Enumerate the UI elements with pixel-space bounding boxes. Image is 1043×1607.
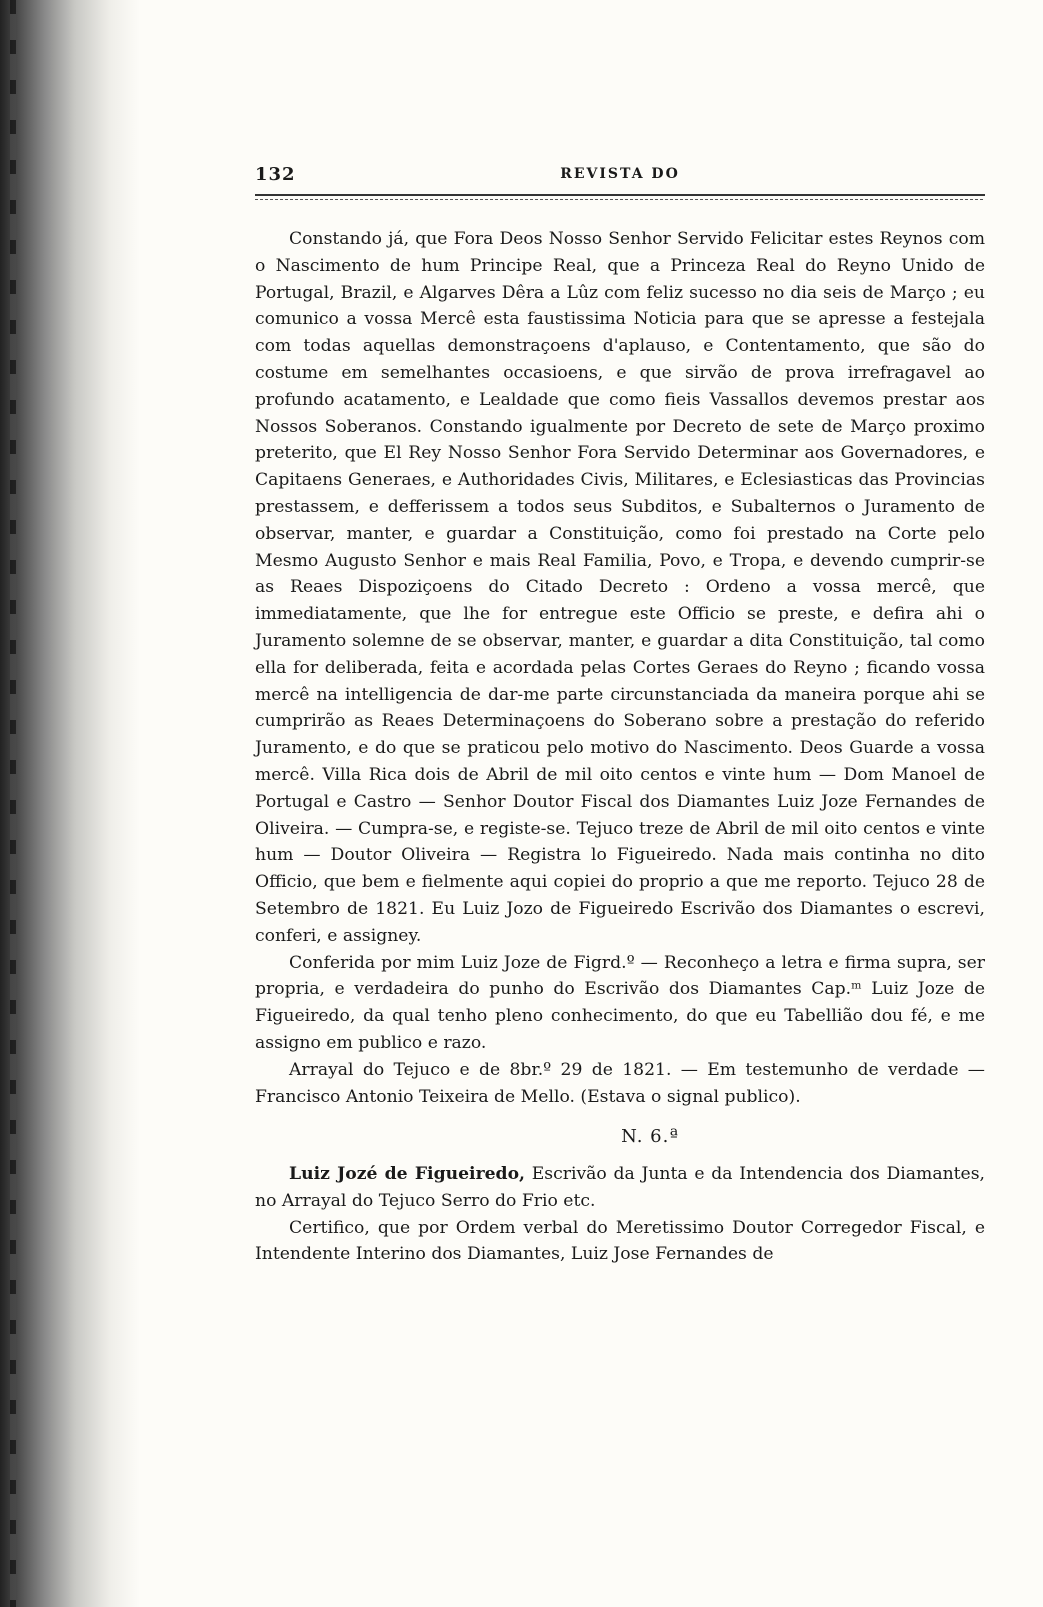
header-rule xyxy=(255,194,985,202)
document-number: N. 6.ª xyxy=(621,1126,679,1148)
paragraph-conferida: Conferida por mim Luiz Joze de Figrd.º — Reconheço a letra e firma supra, ser propria, e verdadeira do punho do Escrivão dos Diamantes Cap.ᵐ Luiz Joze de Figueiredo, da qual tenho pleno conhecimento, do que eu Tabellião dou fé, e me assigno em publico e razo. xyxy=(255,952,985,1053)
book-page xyxy=(255,162,985,1268)
heading-name: Luiz Jozé de Figueiredo, xyxy=(289,1164,526,1185)
paragraph-arrayal: Arrayal do Tejuco e de 8br.º 29 de 1821. — Em testemunho de verdade — Francisco Antonio Teixeira de Mello. (Estava o signal publico). xyxy=(255,1059,985,1107)
document-heading xyxy=(255,1161,985,1215)
paragraph-certifico: Certifico, que por Ordem verbal do Meretissimo Doutor Corregedor Fiscal, e Intendente Interino dos Diamantes, Luiz Jose Fernandes de xyxy=(255,1217,985,1265)
heading-rest: Escrivão da Junta e da Intendencia dos Diamantes, no Arrayal do Tejuco Serro do Frio etc. xyxy=(255,1164,985,1211)
body-text xyxy=(255,226,985,1268)
paragraph-letter: Constando já, que Fora Deos Nosso Senhor Servido Felicitar estes Reynos com o Nascimento de hum Principe Real, que a Princeza Real do Reyno Unido de Portugal, Brazil, e Algarves Dêra a Lûz com feliz sucesso no dia seis de Março ; eu comunico a vossa Mercê esta faustissima Noticia para que se apresse a festejala com todas aquellas demonstraçoens d'aplauso, e Contentamento, que são do costume em semelhantes occasioens, e que sirvão de prova irrefragavel ao profundo acatamento, e Lealdade que como fieis Vassallos devemos prestar aos Nossos Soberanos. Constando igualmente por Decreto de sete de Março proximo preterito, que El Rey Nosso Senhor Fora Servido Determinar aos Governadores, e Capitaens Generaes, e Authoridades Civis, Militares, e Eclesiasticas das Provincias prestassem, e defferissem a todos seus Subditos, e Subalternos o Juramento de observar, manter, e guardar a Constituição, como foi prestado na Corte pelo Mesmo Augusto Senhor e mais Real Familia, Povo, e Tropa, e devendo cumprir-se as Reaes Dispoziçoens do Citado Decreto : Ordeno a vossa mercê, que immediatamente, que lhe for entregue este Officio se preste, e defira ahi o Juramento solemne de se observar, manter, e guardar a dita Constituição, tal como ella for deliberada, feita e acordada pelas Cortes Geraes do Reyno ; ficando vossa mercê na intelligencia de dar-me parte circunstanciada da maneira porque ahi se cumprirão as Reaes Determinaçoens do Soberano sobre a prestação do referido Juramento, e do que se praticou pelo motivo do Nascimento. Deos Guarde a vossa mercê. Villa Rica dois de Abril de mil oito centos e vinte hum — Dom Manoel de Portugal e Castro — Senhor Doutor Fiscal dos Diamantes Luiz Joze Fernandes de Oliveira. — Cumpra-se, e registe-se. Tejuco treze de Abril de mil oito centos e vinte hum — Doutor Oliveira — Registra lo Figueiredo. Nada mais continha no dito Officio, que bem e fielmente aqui copiei do proprio a que me reporto. Tejuco 28 de Setembro de 1821. Eu Luiz Jozo de Figueiredo Escrivão dos Diamantes o escrevi, conferi, e assigney. xyxy=(255,229,985,946)
journal-title: REVISTA DO xyxy=(560,166,680,182)
page-number: 132 xyxy=(255,164,296,185)
book-binding-shadow xyxy=(0,0,140,1607)
running-head xyxy=(255,162,985,192)
